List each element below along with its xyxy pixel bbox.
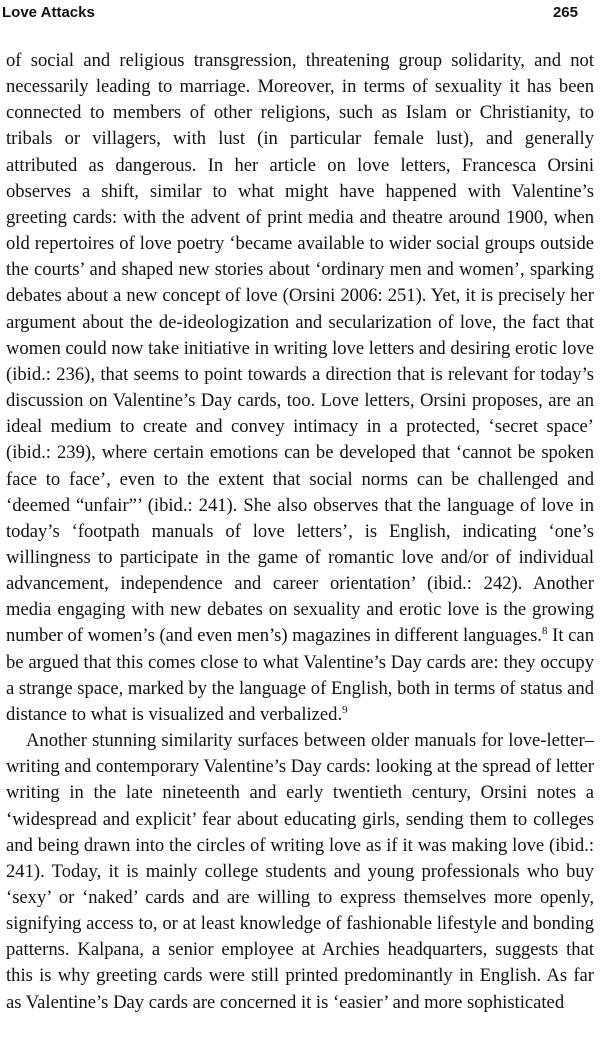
page-number: 265	[552, 4, 578, 21]
paragraph-2-text: Another stunning similarity surfaces between older manuals for love-letter–writing and contemporary Valentine’s Day cards: looking at the spread of letter writing in the late nineteenth and early twentieth century, Orsini notes a ‘widespread and explicit’ fear about educating girls, sending them to colleges and being drawn into the circles of writing love as if it was making love (ibid.: 241). Today, it is mainly college students and young professionals who buy ‘sexy’ or ‘naked’ cards and are willing to express themselves more openly, signifying access to, or at least knowledge of fashionable lifestyle and bonding patterns. Kalpana, a senior employee at Archies headquarters, suggests that this is why greeting cards were still printed predominantly in English. As far as Valentine’s Day cards are concerned it is ‘easier’ and more sophisticated	[6, 730, 594, 1013]
paragraph-1-text-a: of social and religious transgression, threatening group solidarity, and not necessarily leading to marriage. Moreover, in terms of sexuality it has been connected to members of other religions, such as Islam or Christianity, to tribals or villagers, with lust (in particular female lust), and generally attributed as dangerous. In her article on love letters, Francesca Orsini observes a shift, similar to what might have happened with Valentine’s greeting cards: with the advent of print media and theatre around 1900, when old repertoires of love poetry ‘became available to wider social groups outside the courts’ and shaped new stories about ‘ordinary men and women’, sparking debates about a new concept of love (Orsini 2006: 251). Yet, it is precisely her argument about the de-ideologization and secularization of love, the fact that women could now take initiative in writing love letters and desiring erotic love (ibid.: 236), that seems to point towards a direction that is relevant for today’s discussion on Valentine’s Day cards, too. Love letters, Orsini proposes, are an ideal medium to create and convey intimacy in a protected, ‘secret space’ (ibid.: 239), where certain emotions can be developed that ‘cannot be spoken face to face’, even to the extent that social norms can be challenged and ‘deemed “unfair”’ (ibid.: 241). She also observes that the language of love in today’s ‘footpath manuals of love letters’, is English, indicating ‘one’s willingness to participate in the game of romantic love and/or of individual advancement, independence and career orientation’ (ibid.: 242). Another media engaging with new debates on sexuality and erotic love is the growing number of women’s (and even men’s) magazines in different languages.	[6, 50, 594, 647]
running-header	[0, 4, 600, 26]
footnote-ref-8: 8	[541, 625, 548, 638]
paragraph-1-text-b: It can be argued that this comes close to what Valentine’s Day cards are: they occupy a strange space, marked by the language of English, both in terms of status and distance to what is visualized and verbalized.	[6, 625, 594, 725]
paragraph-1	[6, 48, 594, 728]
running-title: Love Attacks	[2, 4, 95, 21]
footnote-ref-9: 9	[342, 703, 348, 716]
paragraph-2	[6, 728, 594, 1016]
body-text	[6, 48, 594, 1016]
